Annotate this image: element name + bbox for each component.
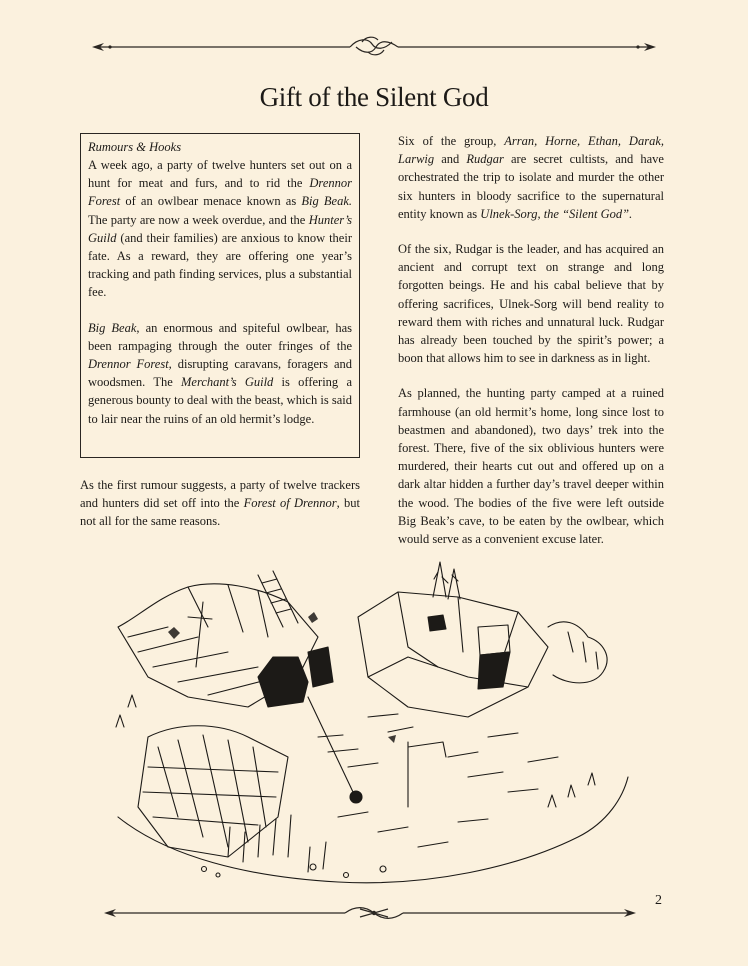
right-paragraph-1 — [398, 132, 664, 223]
text-run: As the first rumour suggests, a party of twelve trackers and hunters did set off into the — [80, 478, 360, 511]
italic-text-run: Merchant’s Guild — [181, 375, 274, 390]
italic-text-run: Rudgar — [466, 152, 504, 167]
text-run: , an enormous and spiteful owlbear, has been rampaging through the outer fringes of the — [88, 320, 352, 353]
italic-text-run: Big Beak. — [301, 194, 353, 209]
text-run: of an owlbear menace known as — [120, 194, 302, 209]
italic-text-run: Forest of Drennor — [243, 496, 337, 511]
text-run: , but not all for the same reasons. — [80, 496, 360, 529]
text-run: Six of the group, — [398, 134, 505, 148]
text-run: Of the six, Rudgar is the leader, and has acquired an ancient and corrupt text on strange and long forgotten beings. He and his cabal believe that by offering sacrifices, Ulnek-Sorg will bend reality to reward them with riches and unnatural luck. Rudgar has already been touched by the spirit’s power; a boon that allows him to see in darkness as in light. — [398, 242, 664, 366]
page-number: 2 — [655, 893, 662, 908]
left-paragraph — [80, 476, 360, 531]
rumours-hooks-box — [80, 133, 360, 458]
text-run: is offering a generous bounty to deal with the beast, which is said to lair near the ruins of an old hermit’s lodge. — [88, 375, 352, 426]
right-column — [398, 132, 664, 548]
text-run: disrupting caravans, foragers and woodsmen. The — [88, 357, 352, 390]
page-title: Gift of the Silent God — [259, 82, 489, 112]
right-paragraph-3 — [398, 384, 664, 548]
text-run: are secret cultists, and have orchestrated the trip to isolate and murder the other six hunters in bloody sacrifice to the supernatural entity known as — [398, 152, 664, 221]
italic-text-run: Hunter’s Guild — [88, 212, 352, 245]
text-run: (and their families) are anxious to know their fate. As a reward, they are offering one year’s tracking and path finding services, plus a substantial fee. — [88, 230, 352, 300]
box-heading: Rumours & Hooks — [88, 140, 182, 154]
text-run: As planned, the hunting party camped at a ruined farmhouse (an old hermit’s home, long since lost to beastmen and abandoned), two days’ trek into the forest. There, five of the six oblivious hunters were murdered, their hearts cut out and offered up on a dark altar hidden a further day’s travel deeper within the wood. The bodies of the five were left outside Big Beak’s cave, to be eaten by the owlbear, which would serve as a convenient excuse later. — [398, 386, 664, 547]
top-ornament-divider-icon — [0, 30, 748, 60]
italic-text-run: Ulnek-Sorg, the “Silent God”. — [480, 206, 633, 221]
italic-text-run: Drennor Forest — [88, 176, 352, 209]
italic-text-run: Drennor Forest, — [88, 357, 172, 372]
italic-text-run: Arran, Horne, Ethan, Darak, Larwig — [398, 134, 664, 167]
text-run: and — [434, 152, 467, 167]
box-paragraph-1 — [88, 156, 352, 302]
text-run: The party are now a week overdue, and the — [88, 212, 309, 227]
right-paragraph-2 — [398, 240, 664, 367]
italic-text-run: Big Beak — [88, 320, 137, 335]
box-paragraph-2 — [88, 319, 352, 428]
bottom-ornament-divider-icon — [0, 898, 748, 928]
text-run: A week ago, a party of twelve hunters set out on a hunt for meat and furs, and to rid the — [88, 158, 352, 191]
left-column — [80, 133, 360, 531]
ruined-farmhouse-sketch-icon — [108, 557, 638, 892]
